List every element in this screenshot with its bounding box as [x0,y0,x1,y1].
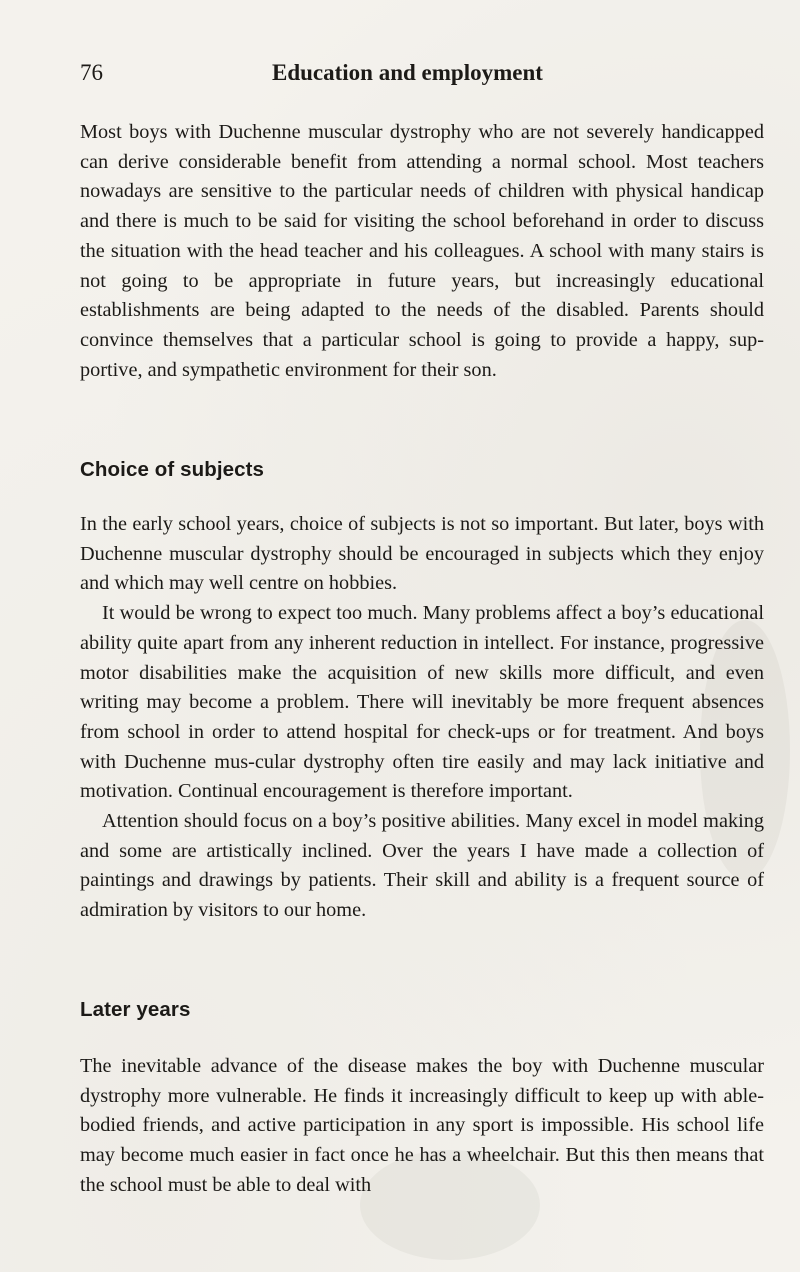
choice-of-subjects-section [80,510,764,926]
paragraph: Most boys with Duchenne muscular dystrophy who are not severely handicapped can derive considerable benefit from attending a normal school. Most teachers nowadays are sensitive to the particular needs of children with physical handicap and there is much to be said for visiting the school beforehand in order to discuss the situation with the head teacher and his colleagues. A school with many stairs is not going to be appropriate in future years, but increasingly educational establishments are being adapted to the needs of the disabled. Parents should convince themselves that a particular school is going to provide a happy, sup-portive, and sympathetic environment for their son. [80,121,764,381]
intro-section [80,118,764,385]
section-heading-later-years: Later years [80,998,191,1021]
running-head [80,60,760,96]
paragraph: It would be wrong to expect too much. Many problems affect a boy’s educational ability quite apart from any inherent reduction in intellect. For instance, progressive motor disabilities make the acquisition of new skills more difficult, and even writing may become a problem. There will inevitably be more frequent absences from school in order to attend hospital for check-ups or for treatment. And boys with Duchenne mus-cular dystrophy often tire easily and may lack initiative and motivation. Continual encouragement is therefore important. [80,602,764,803]
section-heading-choice-of-subjects: Choice of subjects [80,458,265,481]
page-number: 76 [80,60,103,85]
paragraph: In the early school years, choice of subjects is not so important. But later, boys with Duchenne muscular dystrophy should be encouraged in subjects which they enjoy and which may well centre on hobbies. [80,513,764,595]
later-years-section [80,1052,764,1201]
running-title: Education and employment [272,60,543,85]
paragraph: Attention should focus on a boy’s positive abilities. Many excel in model making and some are artistically inclined. Over the years I have made a collection of paintings and drawings by patients. Their skill and ability is a frequent source of admiration by visitors to our home. [80,810,764,922]
paragraph: The inevitable advance of the disease makes the boy with Duchenne muscular dystrophy more vulnerable. He finds it increasingly difficult to keep up with able-bodied friends, and active participation in any sport is impossible. His school life may become much easier in fact once he has a wheelchair. But this then means that the school must be able to deal with [80,1055,764,1196]
